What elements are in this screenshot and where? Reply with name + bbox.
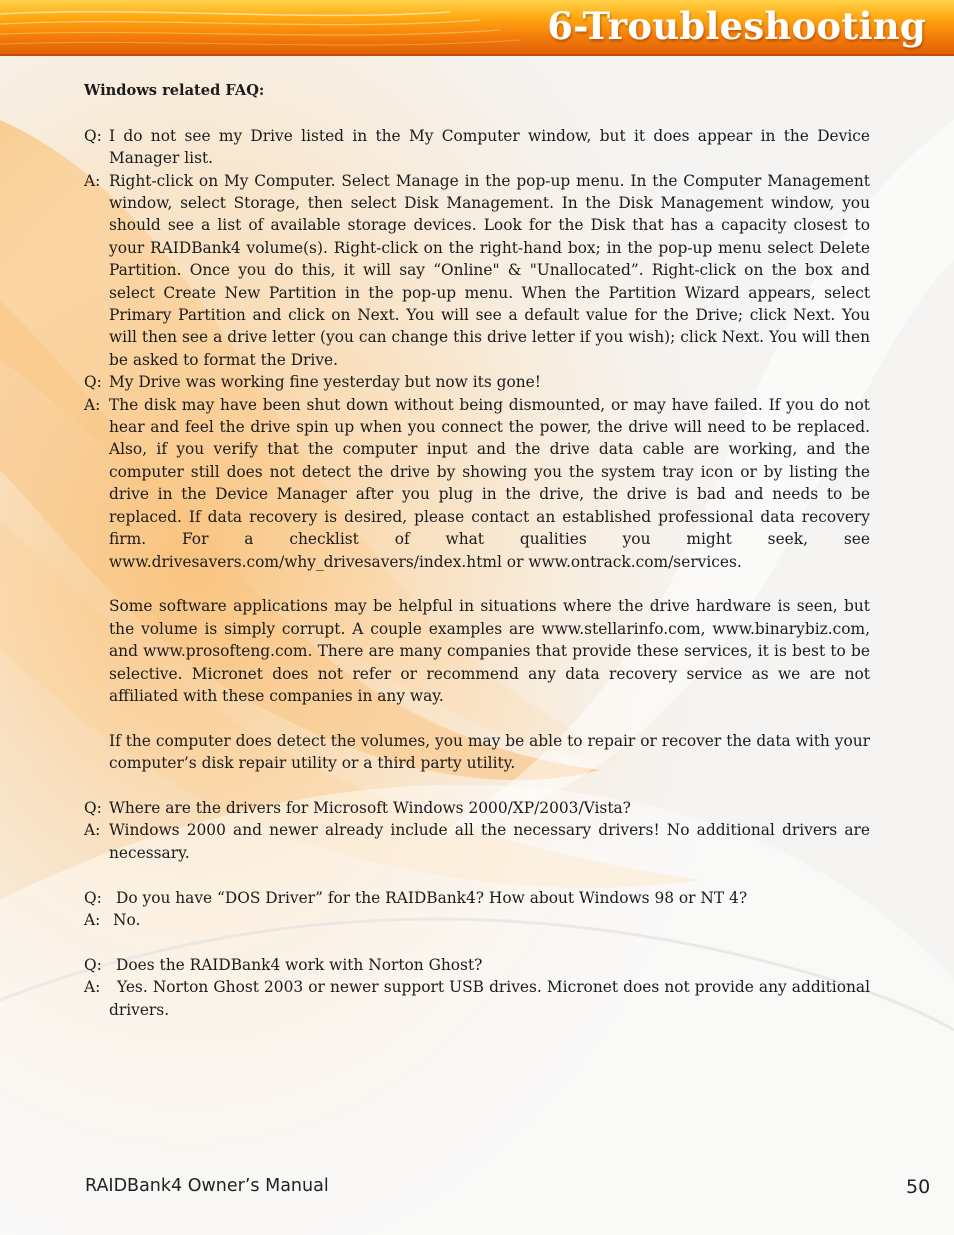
faq-answer-2 bbox=[84, 394, 870, 573]
question-text: Do you have “DOS Driver” for the RAIDBank4? How about Windows 98 or NT 4? bbox=[116, 888, 748, 907]
footer-manual-title: RAIDBank4 Owner’s Manual bbox=[85, 1176, 329, 1196]
faq-question-1 bbox=[84, 125, 870, 170]
answer-text: Right-click on My Computer. Select Manage in the pop-up menu. In the Computer Management window, select Storage, then select Disk Management. In the Disk Management window, you should see a list of available storage devices. Look for the Disk that has a capacity closest to your RAIDBank4 volume(s). Right-click on the right-hand box; in the pop-up menu select Delete Partition. Once you do this, it will say “Online" & "Unallocated”. Right-click on the box and select Create New Partition in the pop-up menu. When the Partition Wizard appears, select Primary Partition and click on Next. You will see a default value for the Drive; click Next. You will then see a drive letter (you can change this drive letter if you wish); click Next. You will then be asked to format the Drive. bbox=[109, 171, 870, 369]
question-text: I do not see my Drive listed in the My Computer window, but it does appear in the Device Manager list. bbox=[109, 126, 870, 168]
faq-answer-1 bbox=[84, 170, 870, 372]
question-text: Does the RAIDBank4 work with Norton Ghost? bbox=[116, 955, 483, 974]
faq-question-5 bbox=[84, 954, 870, 976]
question-marker: Q: bbox=[84, 955, 102, 974]
answer-text: If the computer does detect the volumes, you may be able to repair or recover the data with your computer’s disk repair utility or a third party utility. bbox=[109, 731, 870, 773]
answer-marker: A: bbox=[84, 171, 101, 190]
faq-content bbox=[84, 80, 870, 1021]
answer-text: Windows 2000 and newer already include all the necessary drivers! No additional drivers are necessary. bbox=[109, 821, 870, 862]
page-title: 6-Troubleshooting bbox=[547, 4, 926, 48]
answer-text: Some software applications may be helpful in situations where the drive hardware is seen, but the volume is simply corrupt. A couple examples are www.stellarinfo.com, www.binarybiz.com, and www.prosofteng.com. There are many companies that provide these services, it is best to be selective. Micronet does not refer or recommend any data recovery service as we are not affiliated with these companies in any way. bbox=[109, 597, 870, 705]
spacer bbox=[84, 864, 870, 886]
section-heading: Windows related FAQ: bbox=[84, 82, 265, 99]
spacer bbox=[84, 707, 870, 729]
faq-question-3 bbox=[84, 797, 870, 819]
answer-text: Yes. Norton Ghost 2003 or newer support USB drives. Micronet does not provide any additional drivers. bbox=[109, 978, 870, 1019]
faq-question-2 bbox=[84, 371, 870, 393]
page-number: 50 bbox=[906, 1176, 931, 1198]
spacer bbox=[84, 775, 870, 797]
answer-marker: A: bbox=[84, 395, 101, 414]
faq-answer-3 bbox=[84, 819, 870, 864]
header-banner bbox=[0, 0, 954, 56]
spacer bbox=[84, 931, 870, 953]
question-marker: Q: bbox=[84, 126, 102, 145]
answer-marker: A: bbox=[84, 910, 101, 929]
question-marker: Q: bbox=[84, 888, 102, 907]
faq-answer-4 bbox=[84, 909, 870, 931]
answer-marker: A: bbox=[84, 978, 101, 997]
spacer bbox=[84, 573, 870, 595]
question-text: My Drive was working fine yesterday but now its gone! bbox=[109, 373, 541, 392]
answer-marker: A: bbox=[84, 821, 101, 840]
question-marker: Q: bbox=[84, 373, 102, 392]
question-marker: Q: bbox=[84, 798, 102, 817]
faq-answer-5 bbox=[84, 976, 870, 1021]
faq-question-4 bbox=[84, 887, 870, 909]
answer-text: No. bbox=[113, 910, 141, 929]
faq-answer-2-paragraph-3 bbox=[84, 730, 870, 775]
question-text: Where are the drivers for Microsoft Windows 2000/XP/2003/Vista? bbox=[109, 798, 631, 817]
faq-answer-2-paragraph-2 bbox=[84, 595, 870, 707]
answer-text: The disk may have been shut down without being dismounted, or may have failed. If you do not hear and feel the drive spin up when you connect the power, the drive will need to be replaced. Also, if you verify that the computer input and the drive data cable are working, and the computer still does not detect the drive by showing you the system tray icon or by listing the drive in the Device Manager after you plug in the drive, the drive is bad and needs to be replaced. If data recovery is desired, please contact an established professional data recovery firm. For a checklist of what qualities you might seek, see www.drivesavers.com/why_drivesavers/index.html or www.ontrack.com/services. bbox=[109, 395, 870, 571]
